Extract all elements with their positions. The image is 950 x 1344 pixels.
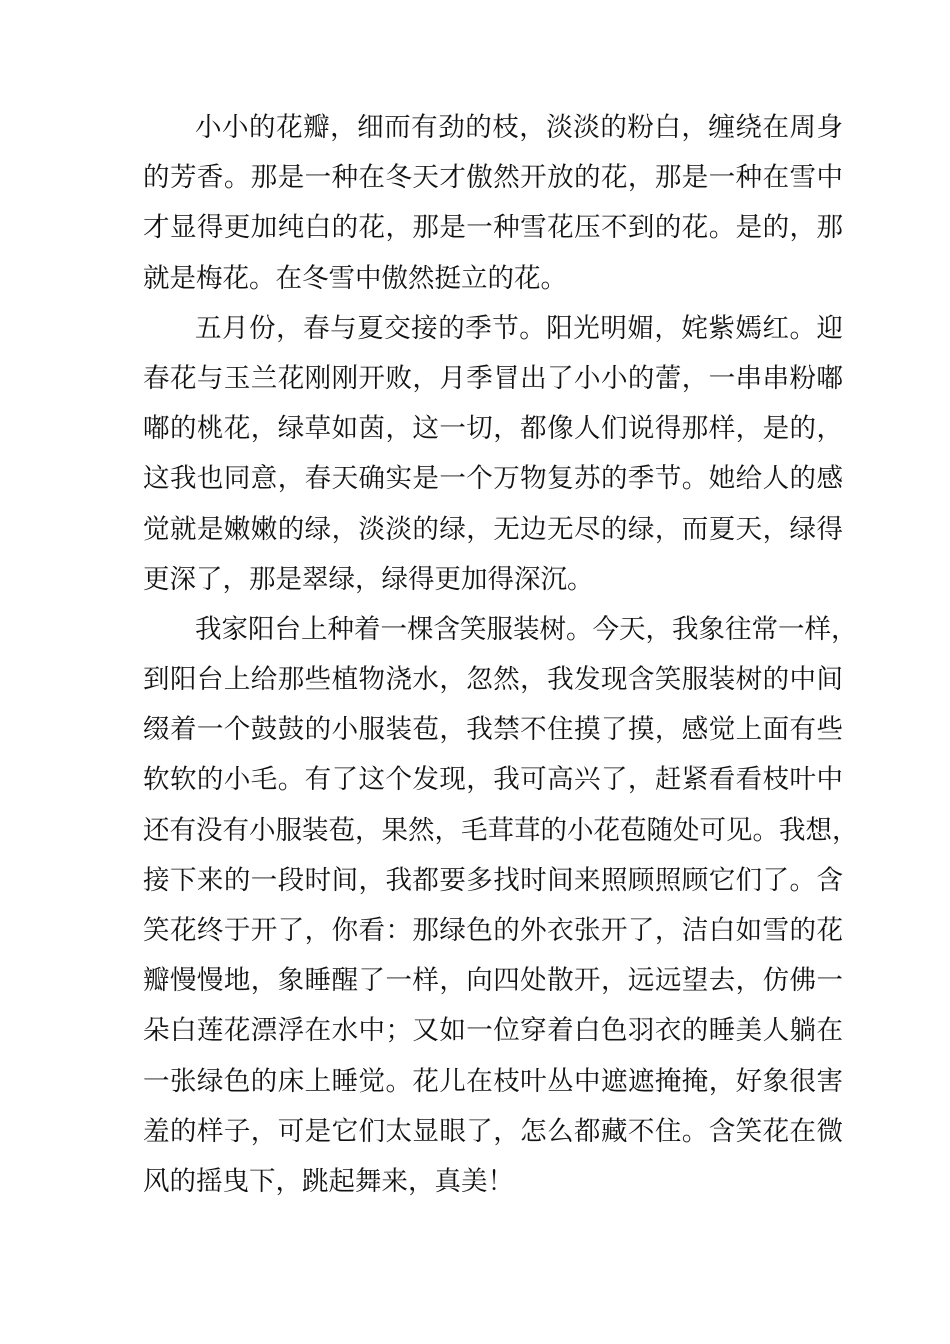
text-line: 更深了，那是翠绿，绿得更加得深沉。 <box>143 563 594 595</box>
text-line: 才显得更加纯白的花，那是一种雪花压不到的花。是的，那 <box>143 212 843 244</box>
text-line: 软软的小毛。有了这个发现，我可高兴了，赶紧看看枝叶中 <box>143 764 843 796</box>
text-line: 小小的花瓣，细而有劲的枝，淡淡的粉白，缠绕在周身 <box>195 112 843 143</box>
text-line: 笑花终于开了，你看：那绿色的外衣张开了，洁白如雪的花 <box>143 915 843 946</box>
text-line: 到阳台上给那些植物浇水，忽然，我发现含笑服装树的中间 <box>143 664 843 696</box>
paragraph-plum-blossom <box>143 103 843 304</box>
text-line: 瓣慢慢地，象睡醒了一样，向四处散开，远远望去，仿佛一 <box>143 965 843 997</box>
text-line: 觉就是嫩嫩的绿，淡淡的绿，无边无尽的绿，而夏天，绿得 <box>143 513 843 545</box>
text-line: 还有没有小服装苞，果然，毛茸茸的小花苞随处可见。我想， <box>143 814 859 846</box>
body-text <box>143 103 859 1207</box>
text-line: 五月份，春与夏交接的季节。阳光明媚，姹紫嫣红。迎 <box>195 312 843 344</box>
text-line: 就是梅花。在冬雪中傲然挺立的花。 <box>143 262 567 294</box>
text-line: 风的摇曳下，跳起舞来，真美！ <box>143 1165 514 1197</box>
text-line: 接下来的一段时间，我都要多找时间来照顾照顾它们了。含 <box>143 864 843 896</box>
text-line: 这我也同意，春天确实是一个万物复苏的季节。她给人的感 <box>143 463 843 495</box>
text-line: 羞的样子，可是它们太显眼了，怎么都藏不住。含笑花在微 <box>143 1115 843 1147</box>
text-line: 朵白莲花漂浮在水中；又如一位穿着白色羽衣的睡美人躺在 <box>143 1015 843 1047</box>
text-line: 缀着一个鼓鼓的小服装苞，我禁不住摸了摸，感觉上面有些 <box>143 714 843 746</box>
text-line: 的芳香。那是一种在冬天才傲然开放的花，那是一种在雪中 <box>143 162 843 194</box>
paragraph-banana-shrub <box>143 605 859 1207</box>
text-line: 我家阳台上种着一棵含笑服装树。今天，我象往常一样， <box>195 613 858 645</box>
paragraph-may-season <box>143 304 843 605</box>
text-line: 一张绿色的床上睡觉。花儿在枝叶丛中遮遮掩掩，好象很害 <box>143 1065 843 1097</box>
text-line: 春花与玉兰花刚刚开败，月季冒出了小小的蕾，一串串粉嘟 <box>143 362 843 394</box>
text-line: 嘟的桃花，绿草如茵，这一切，都像人们说得那样，是的， <box>143 413 843 445</box>
